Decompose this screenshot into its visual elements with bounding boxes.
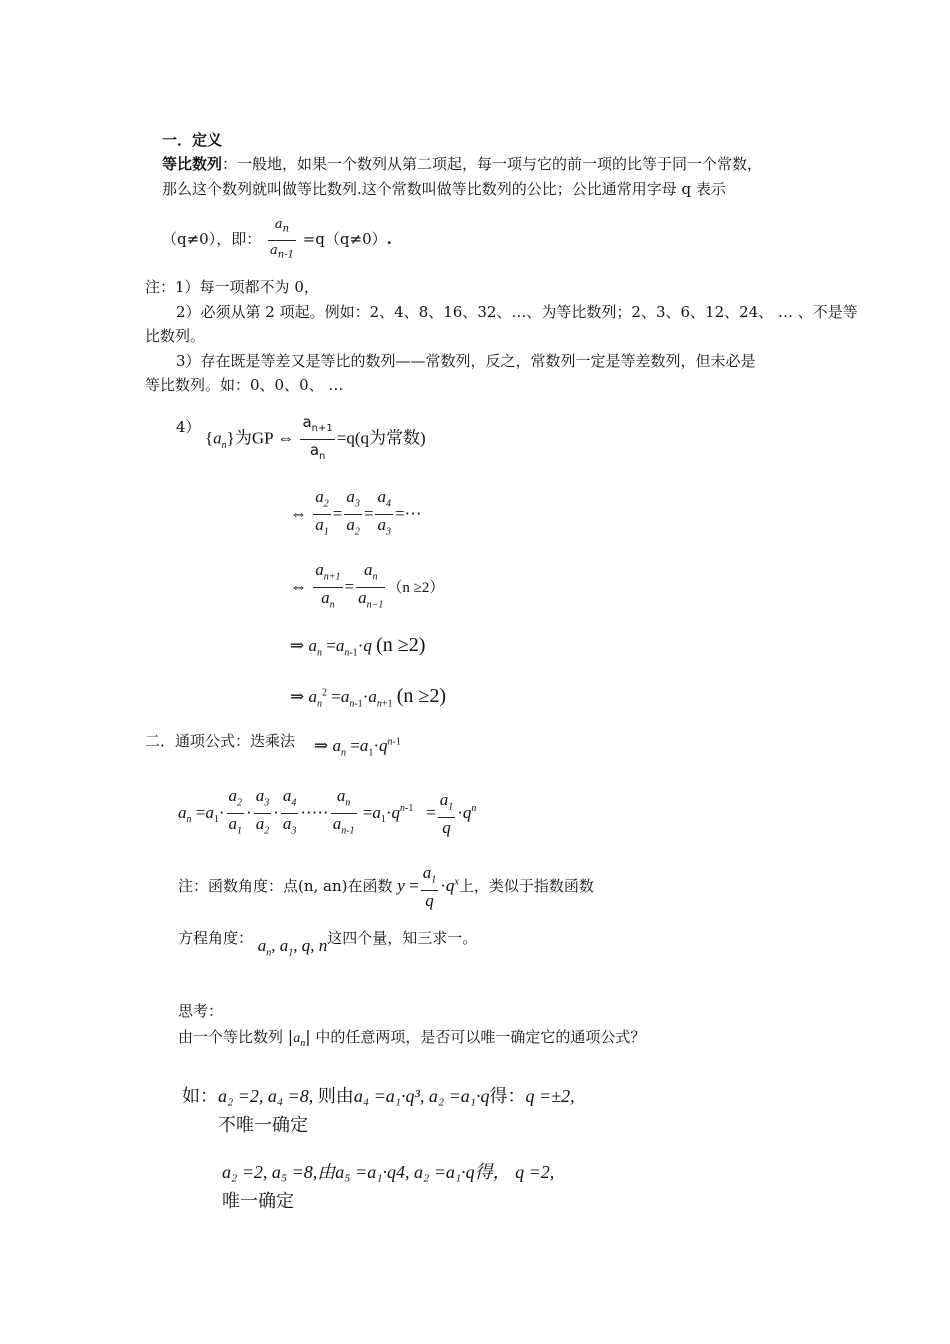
note-2-line-1: 2）必须从第 2 项起。例如：2、4、8、16、32、…、为等比数列；2、3、6、12、24、 … 、不是等 — [176, 303, 858, 321]
definition-text-3a: （q≠0），即： — [162, 230, 262, 249]
implies-arrow: ⇒ — [314, 736, 329, 755]
equation-note — [178, 927, 478, 959]
note-4-fraction: $\frac{a_{n+1}}{a_n}$ — [302, 413, 333, 462]
note-1 — [145, 276, 319, 298]
example-1-result-q: q =±2, — [525, 1086, 575, 1106]
equation-note-tail: 这四个量，知三求一。 — [327, 929, 478, 947]
definition-line-3 — [162, 215, 392, 265]
definition-line-2: 那么这个数列就叫做等比数列.这个常数叫做等比数列的公比；公比通常用字母 q 表示 — [162, 180, 726, 198]
definition-text-3b: =q（q≠0） — [302, 230, 387, 249]
ratio-fraction: $\frac{a_n}{a_{n-1}}$ — [270, 217, 294, 261]
four-quantities: $a_n$, $a_1$, q, n — [257, 936, 328, 959]
equiv-line-2: ⇔ $\frac{a_{n+1}}{a_n}$ = $\frac{a_n}{a_{n-1}}$ （n ≥2） — [290, 560, 445, 611]
think-question — [178, 1026, 645, 1055]
example-1-get: 得： — [489, 1086, 526, 1106]
section-heading-formula: 二．通项公式：迭乘法 — [145, 732, 296, 750]
function-note-label: 注：函数角度：点(n, an)在函数 — [178, 877, 393, 896]
section-heading-definition: 一．定义 — [162, 131, 223, 149]
example-2-conclusion: 唯一确定 — [222, 1191, 294, 1211]
sequence-an: $|a_n|$ — [287, 1027, 311, 1049]
function-note-tail: 上，类似于指数函数 — [458, 877, 594, 896]
note-4-tail: =q(q为常数) — [336, 428, 426, 448]
example-2-result-q: q =2, — [515, 1162, 555, 1182]
note-2-line-2: 比数列。 — [145, 327, 206, 345]
think-label: 思考： — [178, 1002, 224, 1020]
paren-n-ge-2-b: (n ≥2) — [396, 685, 447, 707]
equation-note-label: 方程角度： — [178, 929, 254, 947]
example-1 — [182, 1082, 575, 1108]
function-note — [178, 863, 594, 911]
question-part-b: 中的任意两项，是否可以唯一确定它的通项公式？ — [315, 1028, 646, 1046]
note-4-label: 4） — [176, 418, 201, 436]
general-term-formula: ⇒ $a_n =a_1\cdot q^{n-1}$ — [314, 736, 401, 759]
definition-end: . — [386, 230, 392, 249]
term-geometric-sequence: 等比数列 — [162, 155, 223, 173]
definition-line-1 — [162, 153, 762, 175]
telescoping-product: $a_n =a_1\cdot$ $\frac{a_2}{a_1}$ · $\frac{a_3}{a_2}$ · $\frac{a_4}{a_3}$ ·⋯· $\frac{a_n}{a_{n-1}}$ $=a_1\cdot q^{n-1}$ = $\frac{a_1}{q}$ $\cdot q^n$ — [178, 786, 477, 838]
note-3-line-2: 等比数列。如：0、0、0、 … — [145, 376, 344, 394]
example-1-then: 则由 — [313, 1086, 354, 1106]
implies-line-1: ⇒ $a_n =a_{n-1}\cdot q$ (n ≥2) — [290, 634, 426, 659]
example-1-relations: a₄ =a₁·q³, a₂ =a₁·q — [353, 1086, 490, 1106]
example-1-conclusion: 不唯一确定 — [218, 1115, 308, 1135]
example-2-given: a₂ =2, a₅ =8,由a₅ =a₁·q4, a₂ =a₁·q得， — [222, 1162, 511, 1182]
function-formula: y = $\frac{a_1}{q}$ $\cdot q^x$ — [397, 863, 459, 911]
example-2 — [222, 1158, 554, 1184]
implies-line-2: ⇒ $a_n^2 =a_{n-1}\cdot a_{n+1}$ (n ≥2) — [290, 685, 447, 710]
paren-n-ge-2: (n ≥2) — [376, 634, 426, 656]
condition-n-ge-2: （n ≥2） — [387, 579, 445, 596]
question-part-a: 由一个等比数列 — [178, 1028, 284, 1046]
note-4-head: 为GP ⇔ — [234, 428, 295, 448]
example-1-given: a₂ =2, a₄ =8, — [218, 1086, 314, 1106]
note-3-line-1: 3）存在既是等差又是等比的数列——常数列，反之，常数列一定是等差数列，但未必是 — [176, 352, 756, 370]
equiv-line-1: ⇔ $\frac{a_2}{a_1}$ = $\frac{a_3}{a_2}$ = $\frac{a_4}{a_3}$ =⋯ — [290, 487, 422, 538]
example-1-prefix: 如： — [182, 1086, 218, 1106]
note-1-text: 1）每一项都不为 0， — [175, 278, 319, 296]
definition-text-1: ：一般地，如果一个数列从第二项起，每一项与它的前一项的比等于同一个常数， — [222, 155, 763, 173]
note-4-equation: $\{a_n\}$为GP ⇔ $\frac{a_{n+1}}{a_n}$ =q(q为常数) — [205, 412, 426, 467]
note-label: 注： — [145, 278, 176, 296]
